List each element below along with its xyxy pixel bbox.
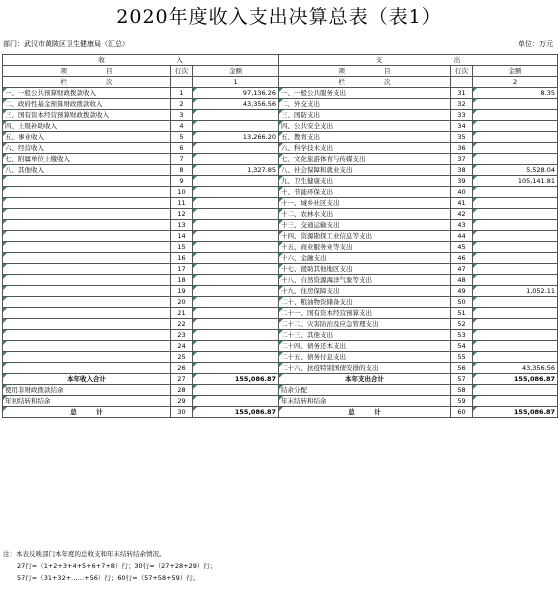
expense-amount: 155,086.87 xyxy=(473,407,558,418)
expense-line-number: 53 xyxy=(451,330,473,341)
table-row xyxy=(3,341,558,352)
expense-amount xyxy=(473,231,558,242)
income-line-number: 27 xyxy=(171,374,193,385)
income-amount xyxy=(193,341,279,352)
income-amount: 13,266.20 xyxy=(193,132,279,143)
income-item: 本年收入合计 xyxy=(3,374,171,385)
income-item xyxy=(3,231,171,242)
table-row xyxy=(3,88,558,99)
expense-item: 十五、商业服务业等支出 xyxy=(279,242,451,253)
expense-item: 十、节能环保支出 xyxy=(279,187,451,198)
expense-line-number: 58 xyxy=(451,385,473,396)
expense-amount xyxy=(473,352,558,363)
table-row xyxy=(3,308,558,319)
expense-amount: 43,356.56 xyxy=(473,363,558,374)
expense-line-number: 57 xyxy=(451,374,473,385)
expense-item: 二十六、抗疫特别国债安排的支出 xyxy=(279,363,451,374)
income-item-header: 项 目 xyxy=(3,66,171,77)
income-item: 八、其他收入 xyxy=(3,165,171,176)
income-amount xyxy=(193,286,279,297)
expense-line-number: 51 xyxy=(451,308,473,319)
expense-item: 四、公共安全支出 xyxy=(279,121,451,132)
income-item: 七、附属单位上缴收入 xyxy=(3,154,171,165)
table-row xyxy=(3,121,558,132)
expense-section-header: 支 出 xyxy=(279,55,558,66)
footnote-line: 注：本表反映部门本年度的总收支和年末结转结余情况。 xyxy=(3,550,166,558)
income-amount xyxy=(193,198,279,209)
expense-amount xyxy=(473,187,558,198)
income-item xyxy=(3,198,171,209)
income-line-number: 22 xyxy=(171,319,193,330)
expense-line-header: 行次 xyxy=(451,66,473,77)
income-line-number: 7 xyxy=(171,154,193,165)
income-line-number: 10 xyxy=(171,187,193,198)
income-line-number: 24 xyxy=(171,341,193,352)
expense-line-number: 45 xyxy=(451,242,473,253)
total-row xyxy=(3,407,558,418)
department-label: 部门：武汉市黄陂区卫生健康局（汇总） xyxy=(3,40,129,48)
income-line-number: 30 xyxy=(171,407,193,418)
expense-item: 总 计 xyxy=(279,407,451,418)
expense-amount xyxy=(473,264,558,275)
footnote-line: 27行=（1+2+3+4+5+6+7+8）行；30行=（27+28+29）行； xyxy=(17,562,217,570)
expense-line-number: 36 xyxy=(451,143,473,154)
expense-amount xyxy=(473,143,558,154)
expense-line-number: 31 xyxy=(451,88,473,99)
income-item xyxy=(3,330,171,341)
expense-item: 十一、城乡社区支出 xyxy=(279,198,451,209)
expense-amount xyxy=(473,242,558,253)
expense-item: 十三、交通运输支出 xyxy=(279,220,451,231)
expense-line-number: 43 xyxy=(451,220,473,231)
income-line-number: 25 xyxy=(171,352,193,363)
expense-amount xyxy=(473,275,558,286)
table-row xyxy=(3,330,558,341)
expense-item: 二十四、债务还本支出 xyxy=(279,341,451,352)
expense-amount xyxy=(473,154,558,165)
expense-item: 十八、自然资源海洋气象等支出 xyxy=(279,275,451,286)
income-item: 五、事业收入 xyxy=(3,132,171,143)
income-item xyxy=(3,275,171,286)
expense-item: 二十一、国有资本经营预算支出 xyxy=(279,308,451,319)
expense-amount xyxy=(473,220,558,231)
income-seq-line xyxy=(171,77,193,88)
income-item xyxy=(3,253,171,264)
income-amount: 1,327.85 xyxy=(193,165,279,176)
report-title: 2020年度收入支出决算总表（表1） xyxy=(116,6,442,28)
income-item xyxy=(3,352,171,363)
expense-line-number: 40 xyxy=(451,187,473,198)
income-line-number: 3 xyxy=(171,110,193,121)
table-row xyxy=(3,231,558,242)
expense-item: 年末结转和结余 xyxy=(279,396,451,407)
income-line-number: 28 xyxy=(171,385,193,396)
expense-line-number: 39 xyxy=(451,176,473,187)
table-row xyxy=(3,319,558,330)
income-line-number: 1 xyxy=(171,88,193,99)
expense-line-number: 54 xyxy=(451,341,473,352)
expense-item: 二十、粮油物资储备支出 xyxy=(279,297,451,308)
table-row xyxy=(3,187,558,198)
table-row xyxy=(3,143,558,154)
income-item xyxy=(3,187,171,198)
expense-item: 二十二、灾害防治及应急管理支出 xyxy=(279,319,451,330)
income-amount xyxy=(193,385,279,396)
expense-item: 结余分配 xyxy=(279,385,451,396)
income-item xyxy=(3,220,171,231)
income-amount: 155,086.87 xyxy=(193,407,279,418)
income-amount xyxy=(193,352,279,363)
expense-item: 二十三、其他支出 xyxy=(279,330,451,341)
income-item xyxy=(3,209,171,220)
income-amount xyxy=(193,297,279,308)
income-item xyxy=(3,319,171,330)
header-row-columns xyxy=(3,66,558,77)
income-amount xyxy=(193,253,279,264)
income-item: 总 计 xyxy=(3,407,171,418)
income-line-number: 9 xyxy=(171,176,193,187)
income-line-number: 21 xyxy=(171,308,193,319)
expense-line-number: 47 xyxy=(451,264,473,275)
income-item: 二、政府性基金预算财政拨款收入 xyxy=(3,99,171,110)
expense-amount: 8.35 xyxy=(473,88,558,99)
expense-line-number: 52 xyxy=(451,319,473,330)
table-row xyxy=(3,132,558,143)
income-item: 三、国有资本经营预算财政拨款收入 xyxy=(3,110,171,121)
expense-seq-line xyxy=(451,77,473,88)
income-line-number: 19 xyxy=(171,286,193,297)
income-amount: 97,136.26 xyxy=(193,88,279,99)
income-item: 一、一般公共预算财政拨款收入 xyxy=(3,88,171,99)
expense-amount xyxy=(473,385,558,396)
expense-amount: 105,141.81 xyxy=(473,176,558,187)
expense-item: 九、卫生健康支出 xyxy=(279,176,451,187)
income-item: 四、上级补助收入 xyxy=(3,121,171,132)
income-item: 六、经营收入 xyxy=(3,143,171,154)
income-item xyxy=(3,176,171,187)
expense-col-number: 2 xyxy=(473,77,558,88)
income-line-number: 20 xyxy=(171,297,193,308)
income-amount xyxy=(193,110,279,121)
income-item xyxy=(3,363,171,374)
income-item xyxy=(3,297,171,308)
expense-amount xyxy=(473,209,558,220)
expense-amount xyxy=(473,121,558,132)
budget-table xyxy=(2,54,558,418)
income-item xyxy=(3,341,171,352)
header-row-seq xyxy=(3,77,558,88)
income-line-number: 14 xyxy=(171,231,193,242)
expense-item: 三、国防支出 xyxy=(279,110,451,121)
income-line-number: 6 xyxy=(171,143,193,154)
expense-item-header: 项 目 xyxy=(279,66,451,77)
income-item xyxy=(3,308,171,319)
income-seq-header: 栏 次 xyxy=(3,77,171,88)
table-row xyxy=(3,264,558,275)
income-amount xyxy=(193,154,279,165)
expense-amount: 5,528.04 xyxy=(473,165,558,176)
header-row-section xyxy=(3,55,558,66)
table-row xyxy=(3,165,558,176)
income-line-number: 18 xyxy=(171,275,193,286)
expense-amount xyxy=(473,132,558,143)
income-amount xyxy=(193,330,279,341)
expense-line-number: 42 xyxy=(451,209,473,220)
income-amount: 155,086.87 xyxy=(193,374,279,385)
total-row xyxy=(3,385,558,396)
expense-item: 一、一般公共服务支出 xyxy=(279,88,451,99)
expense-amount xyxy=(473,308,558,319)
expense-item: 七、文化旅游体育与传媒支出 xyxy=(279,154,451,165)
income-amount xyxy=(193,264,279,275)
table-row xyxy=(3,176,558,187)
income-amount xyxy=(193,121,279,132)
income-item: 使用非财政拨款结余 xyxy=(3,385,171,396)
income-amount xyxy=(193,209,279,220)
expense-amount: 1,052.11 xyxy=(473,286,558,297)
expense-amount xyxy=(473,341,558,352)
income-line-header: 行次 xyxy=(171,66,193,77)
expense-item: 五、教育支出 xyxy=(279,132,451,143)
expense-amount xyxy=(473,319,558,330)
income-line-number: 13 xyxy=(171,220,193,231)
table-row xyxy=(3,198,558,209)
expense-amount: 155,086.87 xyxy=(473,374,558,385)
income-line-number: 8 xyxy=(171,165,193,176)
expense-line-number: 32 xyxy=(451,99,473,110)
expense-amount-header: 金额 xyxy=(473,66,558,77)
expense-item: 十六、金融支出 xyxy=(279,253,451,264)
expense-amount xyxy=(473,297,558,308)
table-row xyxy=(3,99,558,110)
income-item xyxy=(3,264,171,275)
expense-line-number: 48 xyxy=(451,275,473,286)
expense-line-number: 38 xyxy=(451,165,473,176)
income-amount xyxy=(193,396,279,407)
expense-item: 二、外交支出 xyxy=(279,99,451,110)
income-line-number: 2 xyxy=(171,99,193,110)
expense-amount xyxy=(473,110,558,121)
income-amount xyxy=(193,220,279,231)
income-amount xyxy=(193,242,279,253)
expense-line-number: 46 xyxy=(451,253,473,264)
income-line-number: 4 xyxy=(171,121,193,132)
expense-item: 十二、农林水支出 xyxy=(279,209,451,220)
expense-line-number: 44 xyxy=(451,231,473,242)
footnote-line: 57行=（31+32+……+56）行；60行=（57+58+59）行。 xyxy=(17,574,200,582)
unit-label: 单位：万元 xyxy=(518,40,553,48)
table-row xyxy=(3,297,558,308)
expense-item: 本年支出合计 xyxy=(279,374,451,385)
income-line-number: 26 xyxy=(171,363,193,374)
income-amount xyxy=(193,231,279,242)
table-row xyxy=(3,352,558,363)
expense-line-number: 56 xyxy=(451,363,473,374)
income-amount xyxy=(193,363,279,374)
income-line-number: 11 xyxy=(171,198,193,209)
expense-amount xyxy=(473,99,558,110)
expense-item: 二十五、债务付息支出 xyxy=(279,352,451,363)
expense-line-number: 37 xyxy=(451,154,473,165)
expense-line-number: 60 xyxy=(451,407,473,418)
table-row xyxy=(3,253,558,264)
income-line-number: 15 xyxy=(171,242,193,253)
income-amount xyxy=(193,176,279,187)
income-amount xyxy=(193,319,279,330)
income-section-header: 收 入 xyxy=(3,55,279,66)
expense-amount xyxy=(473,253,558,264)
income-line-number: 12 xyxy=(171,209,193,220)
income-line-number: 16 xyxy=(171,253,193,264)
total-row xyxy=(3,374,558,385)
expense-seq-header: 栏 次 xyxy=(279,77,451,88)
income-item: 年初结转和结余 xyxy=(3,396,171,407)
income-amount xyxy=(193,187,279,198)
income-item xyxy=(3,286,171,297)
expense-line-number: 35 xyxy=(451,132,473,143)
income-item xyxy=(3,242,171,253)
income-line-number: 17 xyxy=(171,264,193,275)
expense-item: 十七、援助其他地区支出 xyxy=(279,264,451,275)
expense-amount xyxy=(473,198,558,209)
income-col-number: 1 xyxy=(193,77,279,88)
table-row xyxy=(3,209,558,220)
table-row xyxy=(3,154,558,165)
expense-line-number: 49 xyxy=(451,286,473,297)
table-row xyxy=(3,286,558,297)
income-amount xyxy=(193,143,279,154)
income-line-number: 5 xyxy=(171,132,193,143)
expense-item: 六、科学技术支出 xyxy=(279,143,451,154)
expense-line-number: 34 xyxy=(451,121,473,132)
table-row xyxy=(3,220,558,231)
expense-line-number: 55 xyxy=(451,352,473,363)
total-row xyxy=(3,396,558,407)
footnotes xyxy=(3,548,216,584)
table-row xyxy=(3,363,558,374)
expense-line-number: 33 xyxy=(451,110,473,121)
expense-item: 八、社会保障和就业支出 xyxy=(279,165,451,176)
expense-amount xyxy=(473,396,558,407)
income-amount xyxy=(193,275,279,286)
table-row xyxy=(3,242,558,253)
income-line-number: 23 xyxy=(171,330,193,341)
expense-amount xyxy=(473,330,558,341)
expense-line-number: 41 xyxy=(451,198,473,209)
table-row xyxy=(3,275,558,286)
expense-line-number: 59 xyxy=(451,396,473,407)
expense-item: 十四、资源勘探工业信息等支出 xyxy=(279,231,451,242)
income-amount: 43,356.56 xyxy=(193,99,279,110)
income-amount-header: 金额 xyxy=(193,66,279,77)
income-line-number: 29 xyxy=(171,396,193,407)
expense-line-number: 50 xyxy=(451,297,473,308)
expense-item: 十九、住房保障支出 xyxy=(279,286,451,297)
table-row xyxy=(3,110,558,121)
income-amount xyxy=(193,308,279,319)
